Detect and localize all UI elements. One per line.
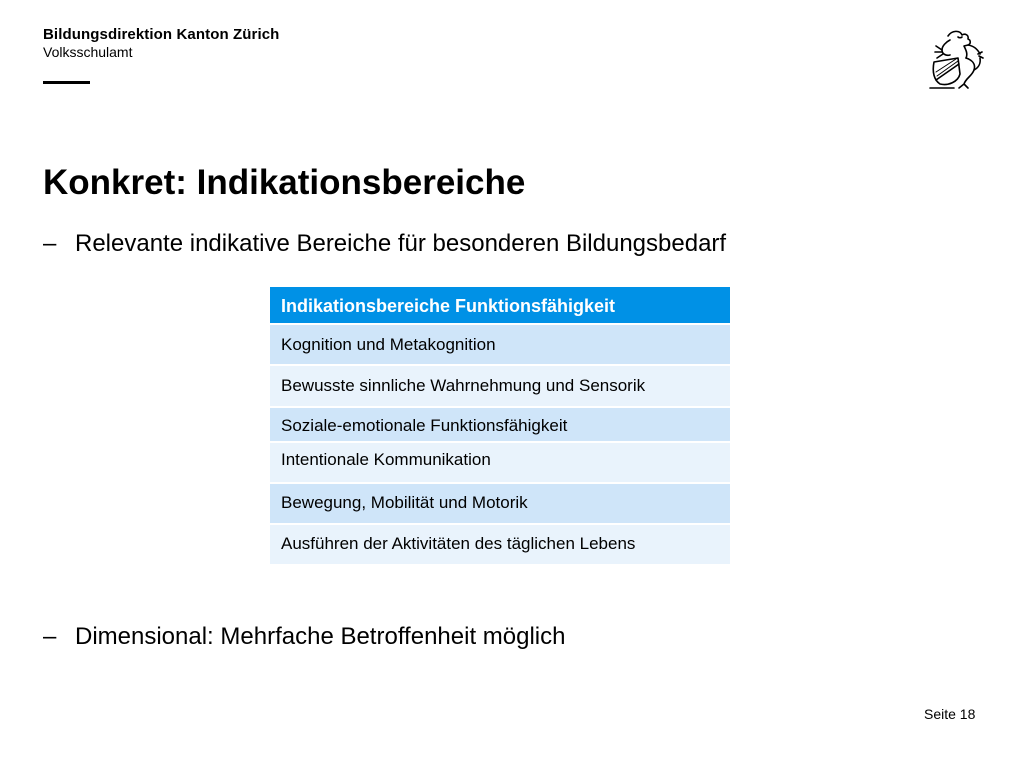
- bullet-item: [43, 623, 565, 651]
- table-row: Ausführen der Aktivitäten des täglichen Lebens: [270, 523, 730, 564]
- bullet-item: [43, 230, 726, 258]
- zurich-lion-coat-of-arms-icon: [928, 28, 984, 90]
- table-row: Bewusste sinnliche Wahrnehmung und Sensorik: [270, 364, 730, 406]
- bullet-dash: –: [43, 230, 57, 257]
- table-row: Bewegung, Mobilität und Motorik: [270, 482, 730, 523]
- page-number: Seite 18: [924, 706, 976, 722]
- slide-title: Konkret: Indikationsbereiche: [43, 163, 526, 202]
- bullet-text: Relevante indikative Bereiche für besonderen Bildungsbedarf: [75, 230, 727, 257]
- table-row: Soziale-emotionale Funktionsfähigkeit: [270, 406, 730, 441]
- table-row: Kognition und Metakognition: [270, 323, 730, 364]
- bullet-dash: –: [43, 623, 57, 650]
- org-subtitle: Volksschulamt: [43, 44, 133, 60]
- org-title: Bildungsdirektion Kanton Zürich: [43, 26, 280, 43]
- header-rule: [43, 81, 90, 84]
- table-row: Intentionale Kommunikation: [270, 441, 730, 482]
- bullet-text: Dimensional: Mehrfache Betroffenheit möglich: [75, 623, 566, 650]
- table-header: Indikationsbereiche Funktionsfähigkeit: [270, 287, 730, 323]
- indication-table: [270, 287, 730, 564]
